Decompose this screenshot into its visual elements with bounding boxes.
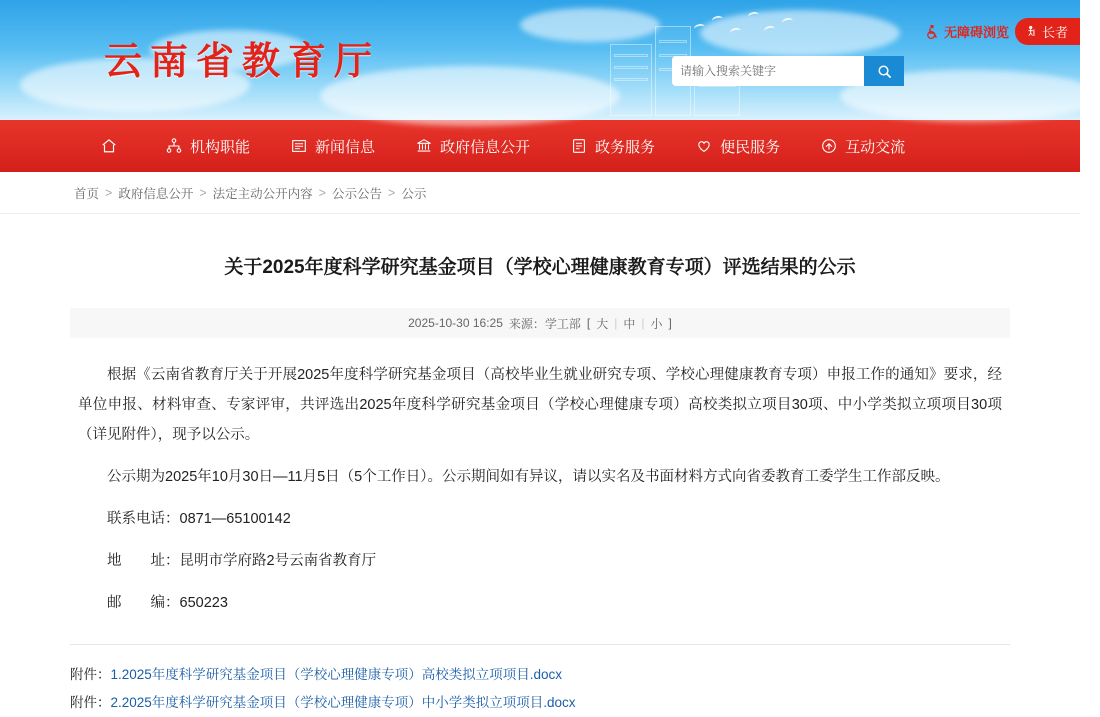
attachment-prefix: 附件： xyxy=(70,695,111,710)
breadcrumb-item-0[interactable]: 首页 xyxy=(74,186,100,201)
font-size-divider: | xyxy=(614,316,618,330)
org-icon xyxy=(165,137,183,155)
nav-item-gov-info[interactable] xyxy=(415,136,530,157)
font-size-large[interactable]: 大 xyxy=(596,316,609,331)
site-header xyxy=(0,0,1080,120)
accessibility-label: 无障碍浏览 xyxy=(943,25,1009,40)
main-navigation xyxy=(0,120,1080,172)
header-utility-links xyxy=(924,18,1080,45)
elder-icon xyxy=(1025,25,1038,38)
breadcrumb-separator: > xyxy=(105,185,113,200)
nav-item-convenience[interactable] xyxy=(695,136,780,157)
nav-item-home[interactable] xyxy=(100,137,125,155)
font-size-small[interactable]: 小 xyxy=(650,316,663,331)
nav-item-interaction[interactable] xyxy=(820,136,905,157)
article-meta-bar xyxy=(70,308,1010,338)
breadcrumb-separator: > xyxy=(318,185,326,200)
birds-decoration-icon xyxy=(690,8,810,48)
article-paragraph: 公示期为2025年10月30日—11月5日（5个工作日）。公示期间如有异议，请以实名及书面材料方式向省委教育工委学生工作部反映。 xyxy=(107,469,950,485)
article-content xyxy=(70,338,1010,618)
search-input[interactable] xyxy=(672,57,864,85)
article xyxy=(70,242,1010,717)
article-contact-postcode: 邮 编：650223 xyxy=(107,595,228,611)
nav-item-gov-service[interactable] xyxy=(570,136,655,157)
elder-mode-button[interactable] xyxy=(1015,18,1080,45)
nav-label: 政府信息公开 xyxy=(440,138,531,156)
breadcrumb-item-2[interactable]: 法定主动公开内容 xyxy=(212,186,313,201)
home-icon xyxy=(100,137,118,155)
nav-item-news[interactable] xyxy=(290,136,375,157)
page-body xyxy=(0,214,1080,717)
nav-label: 政务服务 xyxy=(595,138,656,156)
wheelchair-icon xyxy=(924,24,940,40)
font-size-bracket-open: [ xyxy=(586,316,591,330)
attachment-link[interactable]: 1.2025年度科学研究基金项目（学校心理健康专项）高校类拟立项项目.docx xyxy=(110,667,563,682)
attachment-row xyxy=(70,689,1010,717)
article-paragraph: 根据《云南省教育厅关于开展2025年度科学研究基金项目（高校毕业生就业研究专项、学校心理健康教育专项）申报工作的通知》要求，经单位申报、材料审查、专家评审，共评选出2025年度科学研究基金项目（学校心理健康专项）高校类拟立项目30项、中小学类拟立项项目30项（详见附件），现予以公示。 xyxy=(78,367,1002,443)
article-source: 来源：学工部 xyxy=(508,316,581,331)
breadcrumb-separator: > xyxy=(199,185,207,200)
heart-icon xyxy=(695,137,713,155)
breadcrumb-item-3[interactable]: 公示公告 xyxy=(331,186,382,201)
breadcrumb-bar xyxy=(0,172,1080,214)
search-box[interactable] xyxy=(672,56,904,86)
breadcrumb-item-4[interactable]: 公示 xyxy=(401,186,427,201)
elder-mode-label: 长者 xyxy=(1041,25,1068,40)
article-contact-phone: 联系电话：0871—65100142 xyxy=(107,511,291,527)
breadcrumb-separator: > xyxy=(388,185,396,200)
search-button[interactable] xyxy=(864,56,904,86)
font-size-divider: | xyxy=(641,316,645,330)
nav-label: 机构职能 xyxy=(190,138,251,156)
nav-label: 新闻信息 xyxy=(315,138,376,156)
news-icon xyxy=(290,137,308,155)
attachment-prefix: 附件： xyxy=(70,667,111,682)
nav-item-org[interactable] xyxy=(165,136,250,157)
breadcrumb-item-1[interactable]: 政府信息公开 xyxy=(118,186,194,201)
page-title: 关于2025年度科学研究基金项目（学校心理健康教育专项）评选结果的公示 xyxy=(224,257,856,278)
interaction-icon xyxy=(820,137,838,155)
search-icon xyxy=(877,64,892,79)
font-size-bracket-close: ] xyxy=(668,316,672,330)
site-title: 云南省教育厅 xyxy=(104,41,381,83)
article-date: 2025-10-30 16:25 xyxy=(408,316,503,330)
attachment-row xyxy=(70,661,1010,689)
article-contact-address: 地 址：昆明市学府路2号云南省教育厅 xyxy=(107,553,377,569)
breadcrumb xyxy=(74,184,426,202)
accessibility-link[interactable] xyxy=(924,22,1009,41)
nav-label: 便民服务 xyxy=(720,138,781,156)
service-icon xyxy=(570,137,588,155)
nav-label: 互动交流 xyxy=(845,138,906,156)
font-size-medium[interactable]: 中 xyxy=(623,316,636,331)
attachment-list xyxy=(70,644,1010,717)
attachment-link[interactable]: 2.2025年度科学研究基金项目（学校心理健康专项）中小学类拟立项项目.docx xyxy=(110,695,576,710)
gov-icon xyxy=(415,137,433,155)
